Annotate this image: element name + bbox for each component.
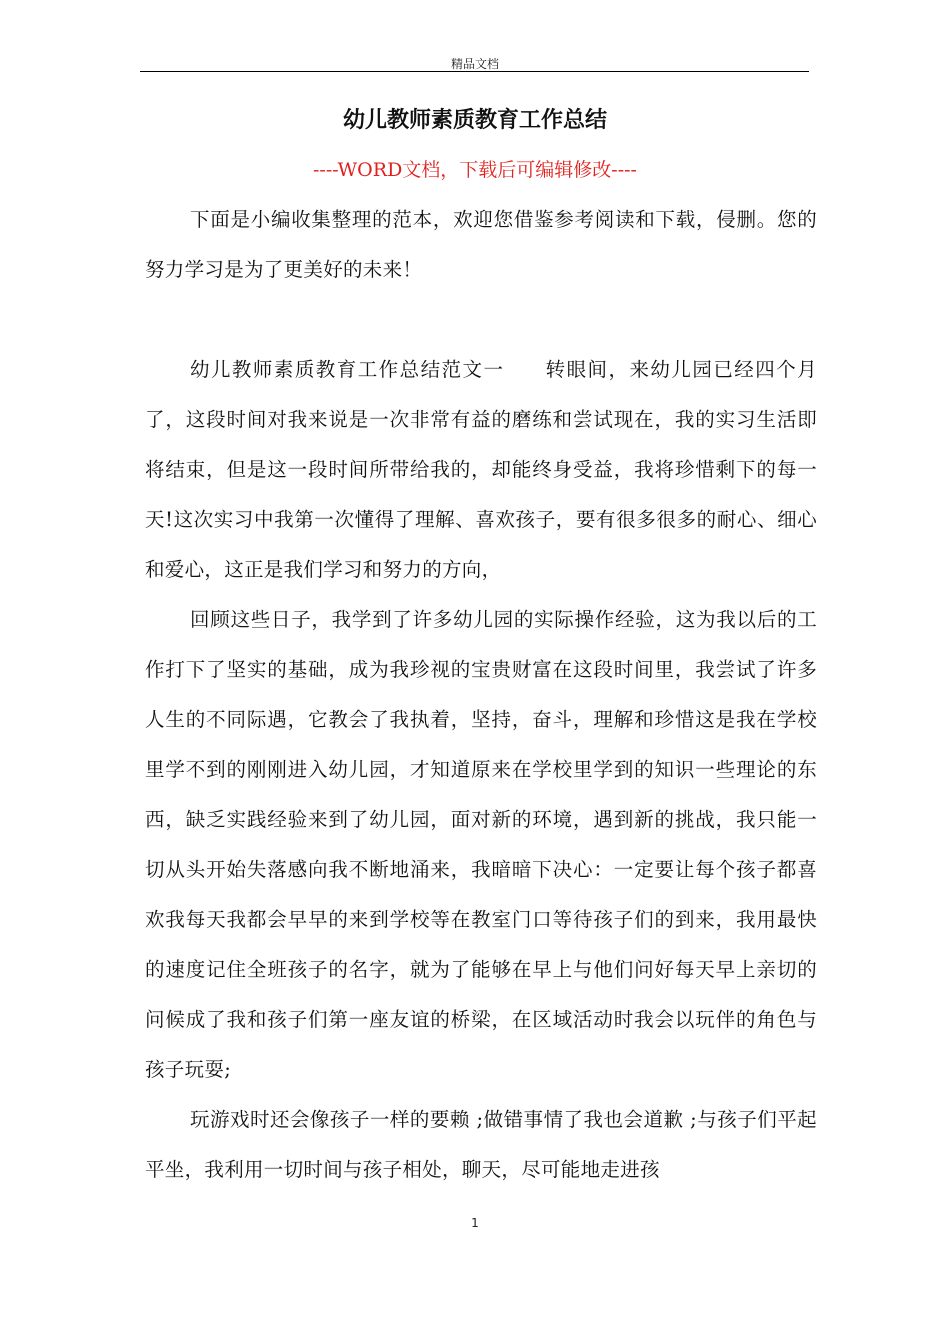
body-paragraph-3: 玩游戏时还会像孩子一样的要赖 ;做错事情了我也会道歉 ;与孩子们平起平坐，我利用一切时间与孩子相处，聊天，尽可能地走进孩 — [145, 1108, 817, 1181]
page-number: 1 — [471, 1216, 479, 1230]
document-subtitle: ----WORD文档，下载后可编辑修改---- — [313, 159, 637, 181]
sample-heading: 幼儿教师素质教育工作总结范文一 — [190, 358, 505, 381]
body-paragraph-2: 回顾这些日子，我学到了许多幼儿园的实际操作经验，这为我以后的工作打下了坚实的基础，成为我珍视的宝贵财富在这段时间里，我尝试了许多人生的不同际遇，它教会了我执着，坚持，奋斗，理解和珍惜这是我在学校里学不到的刚刚进入幼儿园，才知道原来在学校里学到的知识一些理论的东西，缺乏实践经验来到了幼儿园，面对新的环境，遇到新的挑战，我只能一切从头开始失落感向我不断地涌来，我暗暗下决心：一定要让每个孩子都喜欢我每天我都会早早的来到学校等在教室门口等待孩子们的到来，我用最快的速度记住全班孩子的名字，就为了能够在早上与他们问好每天早上亲切的问候成了我和孩子们第一座友谊的桥梁，在区域活动时我会以玩伴的角色与孩子玩耍; — [145, 608, 817, 1081]
header-divider — [140, 71, 809, 72]
body-paragraph-1 — [145, 345, 817, 595]
intro-paragraph: 下面是小编收集整理的范本，欢迎您借鉴参考阅读和下载，侵删。您的努力学习是为了更美好的未来！ — [145, 208, 817, 281]
page-header-label: 精品文档 — [450, 57, 499, 71]
document-title: 幼儿教师素质教育工作总结 — [342, 107, 607, 133]
body-paragraph-1-text: 转眼间，来幼儿园已经四个月了，这段时间对我来说是一次非常有益的磨练和尝试现在，我的实习生活即将结束，但是这一段时间所带给我的，却能终身受益，我将珍惜剩下的每一天!这次实习中我第一次懂得了理解、喜欢孩子，要有很多很多的耐心、细心和爱心，这正是我们学习和努力的方向， — [145, 358, 817, 581]
